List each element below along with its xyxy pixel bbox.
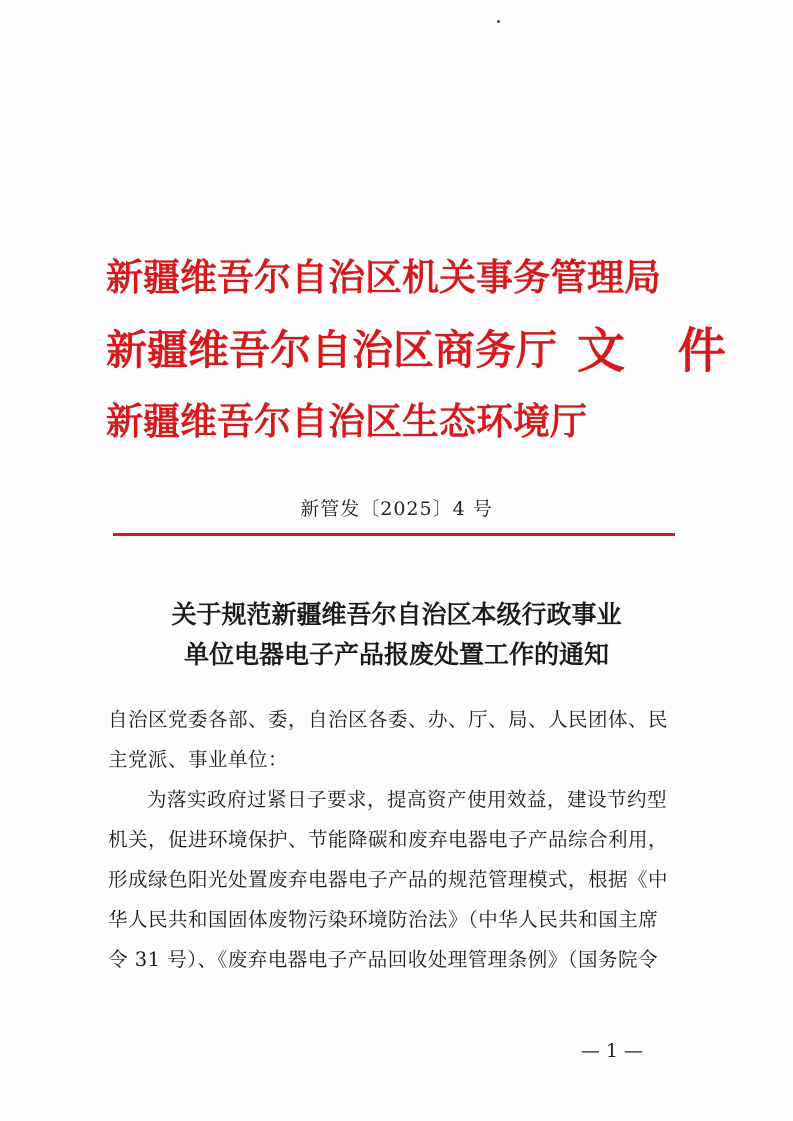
scan-speck xyxy=(497,20,500,23)
paragraph-line: 令 31 号）、《废弃电器电子产品回收处理管理条例》（国务院令 xyxy=(108,948,658,971)
addressee-line: 主党派、事业单位： xyxy=(108,748,289,771)
issuer-row-2 xyxy=(106,310,744,382)
document-label: 文 件 xyxy=(577,322,744,379)
document-number: 新管发〔2025〕4 号 xyxy=(300,498,493,520)
issuer-row-3 xyxy=(106,382,726,454)
body-text xyxy=(108,700,688,980)
paragraph-line: 形成绿色阳光处置废弃电器电子产品的规范管理模式，根据《中 xyxy=(108,868,669,891)
addressee-line: 自治区党委各部、委，自治区各委、办、厅、局、人民团体、民 xyxy=(108,708,669,731)
issuer-header xyxy=(106,238,744,454)
paragraph-line: 华人民共和国固体废物污染环境防治法》（中华人民共和国主席 xyxy=(108,908,659,931)
red-divider-line xyxy=(113,533,675,536)
paragraph-line: 为落实政府过紧日子要求，提高资产使用效益，建设节约型 xyxy=(147,788,668,811)
paragraph-line: 机关，促进环境保护、节能降碳和废弃电器电子产品综合利用， xyxy=(108,828,669,851)
page-number: — 1 — xyxy=(580,1040,643,1062)
issuer-name: 新疆维吾尔自治区生态环境厅 xyxy=(106,399,587,443)
issuer-name: 新疆维吾尔自治区商务厅 xyxy=(106,325,557,374)
notice-title xyxy=(0,595,793,675)
issuer-row-1 xyxy=(106,238,726,310)
title-line: 关于规范新疆维吾尔自治区本级行政事业 xyxy=(171,600,622,629)
title-line: 单位电器电子产品报废处置工作的通知 xyxy=(183,640,609,669)
issuer-name: 新疆维吾尔自治区机关事务管理局 xyxy=(106,255,661,299)
